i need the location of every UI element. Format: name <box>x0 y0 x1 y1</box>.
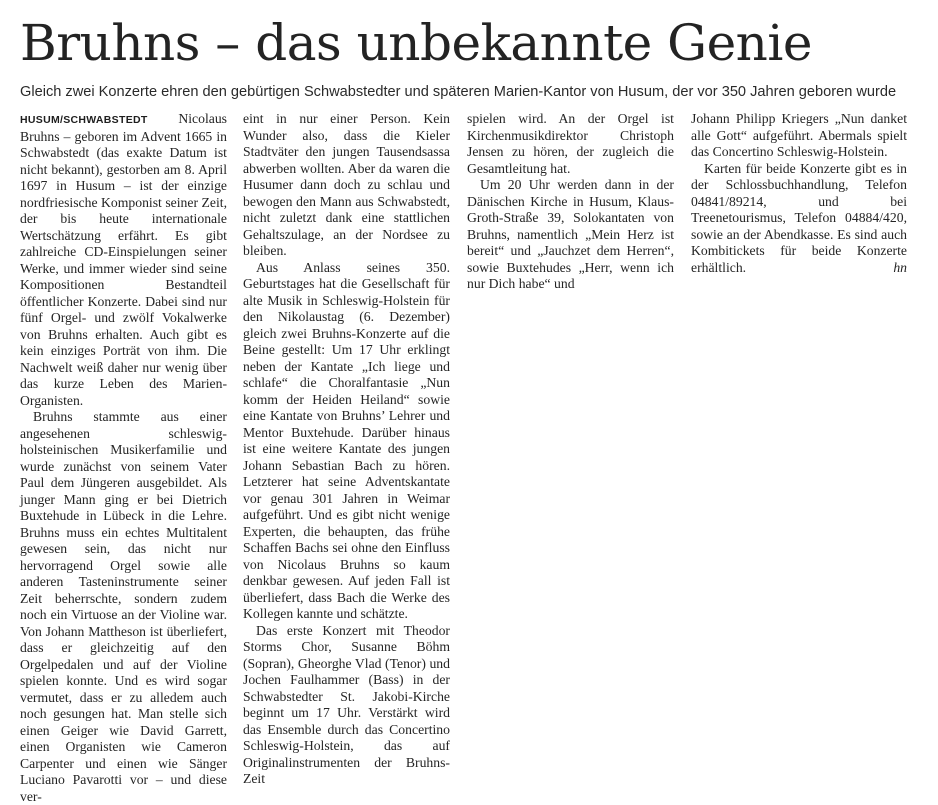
article-paragraph <box>691 161 907 277</box>
article-paragraph: Johann Philipp Kriegers „Nun danket alle Gott“ aufgeführt. Abermals spielt das Concertino Schleswig-Holstein. <box>691 111 907 159</box>
dateline: HUSUM/SCHWABSTEDT <box>20 114 148 126</box>
article-paragraph: Bruhns stammte aus einer angesehenen schleswig-holsteinischen Musikerfamilie und wurde zunächst von seinem Vater Paul dem Jüngeren ausgebildet. Als junger Mann ging er bei Dietrich Buxtehude in Lübeck in die Lehre. Bruhns muss ein echtes Multitalent gewesen sein, das nicht nur hervorragend Orgel sowie alle anderen Tasteninstrumente seiner Zeit beherrschte, sondern zudem noch ein Virtuose an der Violine war. Von Johann Mattheson ist überliefert, dass er gleichzeitig auf den Orgelpedalen und auf der Violine spielen konnte. Und es wird sogar vermutet, dass er zu alledem auch noch gesungen hat. Man stelle sich einen Geiger wie David Garrett, einen Organisten wie Cameron Carpenter und einen wie Sänger Luciano Pavarotti vor – und diese ver- <box>20 409 227 804</box>
article-paragraph: Das erste Konzert mit Theodor Storms Chor, Susanne Böhm (Sopran), Gheorghe Vlad (Tenor) und Jochen Faulhammer (Bass) in der Schwabstedter St. Jakobi-Kirche beginnt um 17 Uhr. Verstärkt wird das Ensemble durch das Concertino Schleswig-Holstein, das auf Originalinstrumenten der Bruhns-Zeit <box>243 622 450 786</box>
article-column-2 <box>243 111 450 788</box>
article-column-4 <box>691 111 907 276</box>
article-paragraph: Um 20 Uhr werden dann in der Dänischen Kirche in Husum, Klaus-Groth-Straße 39, Solokantaten von Bruhns, namentlich „Mein Herz ist bereit“ und „Jauchzet dem Herren“, sowie Buxtehudes „Herr, wenn ich nur Dich habe“ und <box>467 177 674 291</box>
article-paragraph: Aus Anlass seines 350. Geburtstages hat die Gesellschaft für alte Musik in Schleswig-Holstein für den Nikolaustag (6. Dezember) gleich zwei Bruhns-Konzerte auf die Beine gestellt: Um 17 Uhr erklingt neben der Kantate „Ich liege und schlafe“ die Choralfantasie „Nun komm der Heiden Heiland“ sowie eine Kantate von Bruhns’ Lehrer und Mentor Buxtehude. Darüber hinaus ist eine weitere Kantate des jungen Johann Sebastian Bach zu hören. Letzterer hat seine Adventskantate vor genau 301 Jahren in Weimar aufgeführt. Und es gibt nicht wenige Experten, die behaupten, das frühe Schaffen Bachs sei ohne den Einfluss von Nicolaus Bruhns so kaum denkbar gewesen. Auf jeden Fall ist überliefert, dass Bach die Werke des Kollegen kannte und schätzte. <box>243 259 450 621</box>
subheadline: Gleich zwei Konzerte ehren den gebürtigen Schwabstedter und späteren Marien-Kantor von Husum, der vor 350 Jahren geboren wurde <box>20 84 897 100</box>
article-paragraph: eint in nur einer Person. Kein Wunder also, dass die Kieler Stadtväter den jungen Tausendsassa abwerben wollten. Aber da waren die Husumer dann doch zu schlau und bewogen den Mann aus Schwabstedt, nicht zuletzt dank eine stattlichen Gehaltszulage, an der Nordsee zu bleiben. <box>243 111 450 258</box>
article-column-3 <box>467 111 674 293</box>
article-column-1 <box>20 111 227 805</box>
headline: Bruhns – das unbekannte Genie <box>20 14 812 72</box>
author-signature: hn <box>893 259 907 275</box>
article-paragraph: spielen wird. An der Orgel ist Kirchenmusikdirektor Christoph Jensen zu hören, der zugleich die Gesamtleitung hat. <box>467 111 674 176</box>
paragraph-text: Karten für beide Konzerte gibt es in der Schlossbuchhandlung, Telefon 04841/89214, und bei Treenetourismus, Telefon 04884/420, sowie an der Abendkasse. Es sind auch Kombitickets für beide Konzerte erhältlich. <box>691 160 907 275</box>
article-paragraph <box>20 111 227 409</box>
paragraph-text: Nicolaus Bruhns – geboren im Advent 1665 in Schwabstedt (das exakte Datum ist nicht bekannt), gestorben am 8. April 1697 in Husum – ist der einzige nordfriesische Komponist seiner Zeit, der bis heute internationale Wertschätzung erfährt. Es gibt zahlreiche CD-Einspielungen seiner Werke, und immer wieder sind seine Kompositionen Bestandteil öffentlicher Konzerte. Dabei sind nur fünf Orgel- und zwölf Vokalwerke von Bruhns erhalten. Auch gibt es kein einziges Porträt von ihm. Die Nachwelt weiß daher nur wenig über das kurze Leben des Marien-Organisten. <box>20 111 227 408</box>
